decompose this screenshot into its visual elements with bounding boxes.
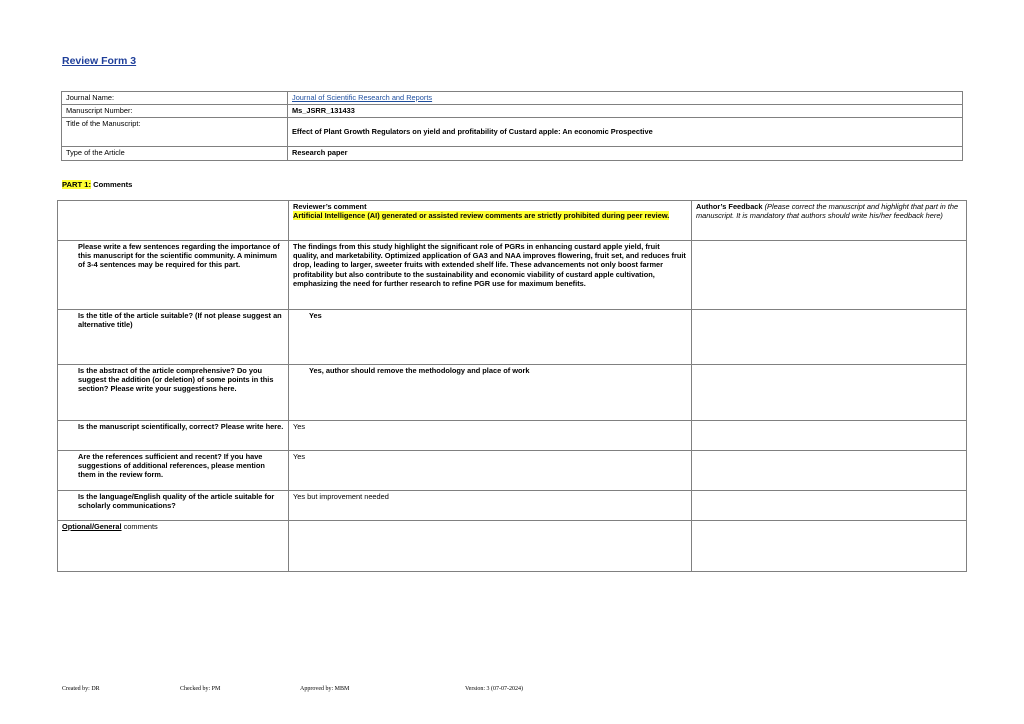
comment-abstract[interactable]: Yes, author should remove the methodology and place of work bbox=[289, 365, 692, 421]
question-references: Are the references sufficient and recent? If you have suggestions of additional references, please mention them in the review form. bbox=[58, 451, 289, 491]
optional-comments-suffix: comments bbox=[121, 522, 158, 531]
author-feedback-note: (Please correct the manuscript and highlight that part in the manuscript. It is mandatory that authors should write his/her feedback here) bbox=[696, 202, 959, 221]
feedback-importance[interactable] bbox=[692, 241, 967, 310]
comment-scientific[interactable]: Yes bbox=[289, 421, 692, 451]
header-empty-cell bbox=[58, 201, 289, 241]
title-row bbox=[62, 118, 963, 147]
table-row bbox=[58, 365, 967, 421]
manuscript-title-value: Effect of Plant Growth Regulators on yield and profitability of Custard apple: An economic Prospective bbox=[288, 118, 963, 147]
footer-checked-by: Checked by: PM bbox=[180, 686, 221, 692]
comments-header-row bbox=[58, 201, 967, 241]
question-importance: Please write a few sentences regarding the importance of this manuscript for the scientific community. A minimum of 3-4 sentences may be required for this part. bbox=[58, 241, 289, 310]
optional-comments-row bbox=[58, 521, 967, 572]
table-row bbox=[58, 451, 967, 491]
manuscript-number-label: Manuscript Number: bbox=[62, 105, 288, 118]
manuscript-title-label: Title of the Manuscript: bbox=[62, 118, 288, 147]
optional-feedback-cell[interactable] bbox=[692, 521, 967, 572]
journal-name-link[interactable]: Journal of Scientific Research and Reports bbox=[288, 92, 963, 105]
author-feedback-header bbox=[692, 201, 967, 241]
question-language: Is the language/English quality of the article suitable for scholarly communications? bbox=[58, 491, 289, 521]
article-type-row bbox=[62, 147, 963, 161]
part1-heading bbox=[62, 180, 132, 189]
reviewer-comment-title: Reviewer’s comment bbox=[293, 202, 367, 211]
part1-heading-text: Comments bbox=[90, 180, 133, 189]
article-type-value: Research paper bbox=[288, 147, 963, 161]
reviewer-comment-header bbox=[289, 201, 692, 241]
optional-comments-cell[interactable] bbox=[289, 521, 692, 572]
feedback-title[interactable] bbox=[692, 310, 967, 365]
table-row bbox=[58, 241, 967, 310]
table-row bbox=[58, 491, 967, 521]
feedback-abstract[interactable] bbox=[692, 365, 967, 421]
part1-prefix: PART 1: bbox=[62, 180, 91, 189]
comment-language[interactable]: Yes but improvement needed bbox=[289, 491, 692, 521]
journal-name-label: Journal Name: bbox=[62, 92, 288, 105]
table-row bbox=[58, 421, 967, 451]
optional-general-label: Optional/General bbox=[62, 522, 122, 531]
manuscript-number-row bbox=[62, 105, 963, 118]
journal-row bbox=[62, 92, 963, 105]
feedback-scientific[interactable] bbox=[692, 421, 967, 451]
comments-table bbox=[57, 200, 967, 572]
manuscript-info-table bbox=[61, 91, 963, 161]
footer-created-by: Created by: DR bbox=[62, 686, 100, 692]
comment-title[interactable]: Yes bbox=[289, 310, 692, 365]
comment-references[interactable]: Yes bbox=[289, 451, 692, 491]
table-row bbox=[58, 310, 967, 365]
question-scientific: Is the manuscript scientifically, correct? Please write here. bbox=[58, 421, 289, 451]
question-title: Is the title of the article suitable? (If not please suggest an alternative title) bbox=[58, 310, 289, 365]
feedback-references[interactable] bbox=[692, 451, 967, 491]
comment-importance[interactable]: The findings from this study highlight the significant role of PGRs in enhancing custard apple yield, fruit quality, and marketability. Optimized application of GA3 and NAA improves flowering, fruit set, and reduces fruit drop, leading to larger, sweeter fruits with extended shelf life. These advancements not only boost farmer profitability but also contribute to the sustainability and economic viability of custard apple cultivation, emphasizing the need for further research to refine PGR use for maximum benefits. bbox=[289, 241, 692, 310]
form-title: Review Form 3 bbox=[62, 55, 137, 67]
author-feedback-title: Author’s Feedback bbox=[696, 202, 763, 211]
manuscript-number-value: Ms_JSRR_131433 bbox=[288, 105, 963, 118]
feedback-language[interactable] bbox=[692, 491, 967, 521]
optional-comments-label bbox=[58, 521, 289, 572]
question-abstract: Is the abstract of the article comprehensive? Do you suggest the addition (or deletion) of some points in this section? Please write your suggestions here. bbox=[58, 365, 289, 421]
footer-version: Version: 3 (07-07-2024) bbox=[465, 686, 523, 692]
ai-notice: Artificial Intelligence (AI) generated or assisted review comments are strictly prohibited during peer review. bbox=[293, 211, 670, 221]
article-type-label: Type of the Article bbox=[62, 147, 288, 161]
footer-approved-by: Approved by: MBM bbox=[300, 686, 350, 692]
